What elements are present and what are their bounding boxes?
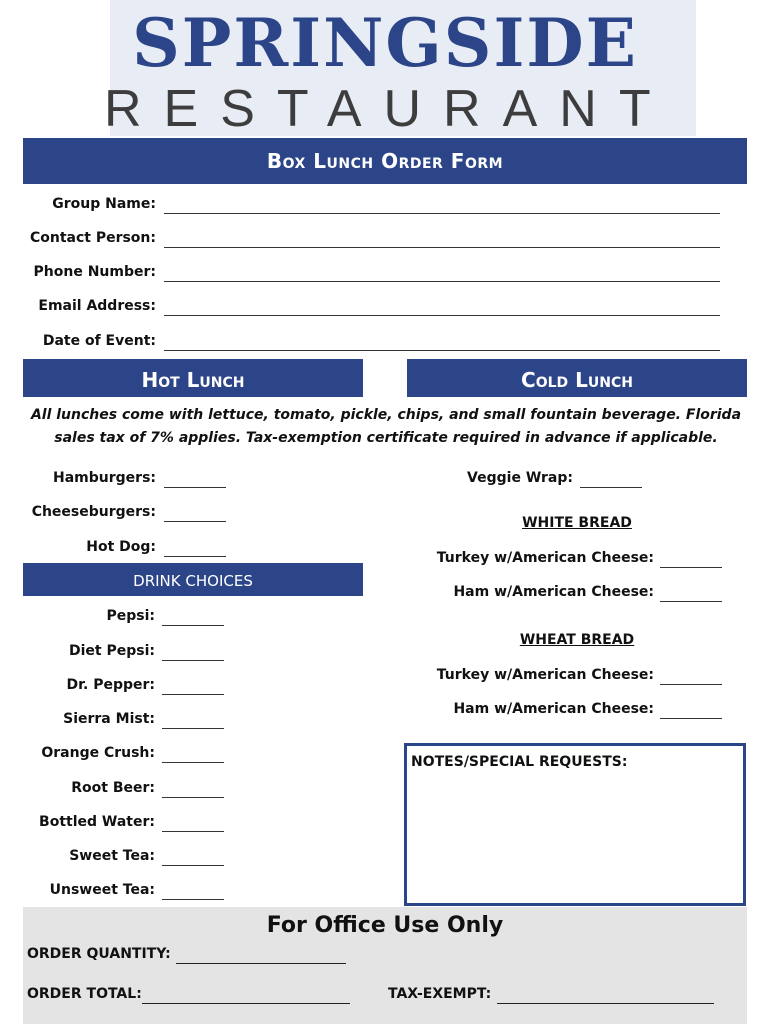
dr-pepper-qty[interactable] — [162, 694, 224, 695]
form-title: Box Lunch Order Form — [23, 138, 747, 184]
white-ham-label: Ham w/American Cheese: — [453, 584, 654, 600]
email-address-field[interactable] — [164, 315, 720, 316]
unsweet-tea-qty[interactable] — [162, 899, 224, 900]
orange-crush-qty[interactable] — [162, 762, 224, 763]
cheeseburgers-label: Cheeseburgers: — [31, 504, 156, 520]
sierra-mist-qty[interactable] — [162, 728, 224, 729]
pepsi-qty[interactable] — [162, 625, 224, 626]
bottled-water-label: Bottled Water: — [39, 814, 155, 830]
sierra-mist-label: Sierra Mist: — [63, 711, 155, 727]
phone-number-label: Phone Number: — [33, 264, 156, 280]
lunch-note — [30, 404, 742, 450]
email-address-label: Email Address: — [38, 298, 156, 314]
sweet-tea-label: Sweet Tea: — [69, 848, 155, 864]
lunch-note-line-1: All lunches come with lettuce, tomato, pickle, chips, and small fountain beverage. Florida — [30, 407, 742, 423]
logo-subtitle: RESTAURANT — [104, 80, 673, 138]
order-total-field[interactable] — [142, 1003, 350, 1004]
diet-pepsi-label: Diet Pepsi: — [69, 643, 155, 659]
sweet-tea-qty[interactable] — [162, 865, 224, 866]
cheeseburgers-qty[interactable] — [164, 521, 226, 522]
wheat-bread-heading: WHEAT BREAD — [519, 632, 635, 648]
white-turkey-label: Turkey w/American Cheese: — [436, 550, 654, 566]
phone-number-field[interactable] — [164, 281, 720, 282]
white-bread-heading: WHITE BREAD — [522, 515, 632, 531]
logo-title: SPRINGSIDE — [132, 4, 638, 82]
veggie-wrap-label: Veggie Wrap: — [467, 470, 573, 486]
unsweet-tea-label: Unsweet Tea: — [49, 882, 155, 898]
hot-dog-qty[interactable] — [164, 556, 226, 557]
root-beer-label: Root Beer: — [71, 780, 155, 796]
orange-crush-label: Orange Crush: — [41, 745, 155, 761]
bottled-water-qty[interactable] — [162, 831, 224, 832]
hot-lunch-header: Hot Lunch — [23, 359, 363, 397]
group-name-label: Group Name: — [52, 196, 156, 212]
root-beer-qty[interactable] — [162, 797, 224, 798]
contact-person-field[interactable] — [164, 247, 720, 248]
wheat-turkey-qty[interactable] — [660, 684, 722, 685]
date-of-event-field[interactable] — [164, 350, 720, 351]
notes-label: NOTES/SPECIAL REQUESTS: — [411, 754, 628, 770]
order-quantity-field[interactable] — [176, 963, 346, 964]
tax-exempt-field[interactable] — [497, 1003, 714, 1004]
hamburgers-qty[interactable] — [164, 487, 226, 488]
date-of-event-label: Date of Event: — [42, 333, 156, 349]
contact-person-label: Contact Person: — [29, 230, 156, 246]
cold-lunch-header: Cold Lunch — [407, 359, 747, 397]
wheat-turkey-label: Turkey w/American Cheese: — [436, 667, 654, 683]
order-quantity-label: ORDER QUANTITY: — [27, 946, 171, 962]
group-name-field[interactable] — [164, 213, 720, 214]
wheat-ham-qty[interactable] — [660, 718, 722, 719]
white-ham-qty[interactable] — [660, 601, 722, 602]
white-turkey-qty[interactable] — [660, 567, 722, 568]
order-total-label: ORDER TOTAL: — [27, 986, 142, 1002]
dr-pepper-label: Dr. Pepper: — [66, 677, 155, 693]
tax-exempt-label: TAX-EXEMPT: — [388, 986, 492, 1002]
drink-choices-header: DRINK CHOICES — [23, 563, 363, 596]
veggie-wrap-qty[interactable] — [580, 487, 642, 488]
pepsi-label: Pepsi: — [106, 608, 155, 624]
lunch-note-line-2: sales tax of 7% applies. Tax-exemption certificate required in advance if applicable. — [54, 430, 718, 446]
hot-dog-label: Hot Dog: — [86, 539, 156, 555]
hamburgers-label: Hamburgers: — [53, 470, 156, 486]
diet-pepsi-qty[interactable] — [162, 660, 224, 661]
office-use-title: For Office Use Only — [266, 913, 504, 938]
wheat-ham-label: Ham w/American Cheese: — [453, 701, 654, 717]
